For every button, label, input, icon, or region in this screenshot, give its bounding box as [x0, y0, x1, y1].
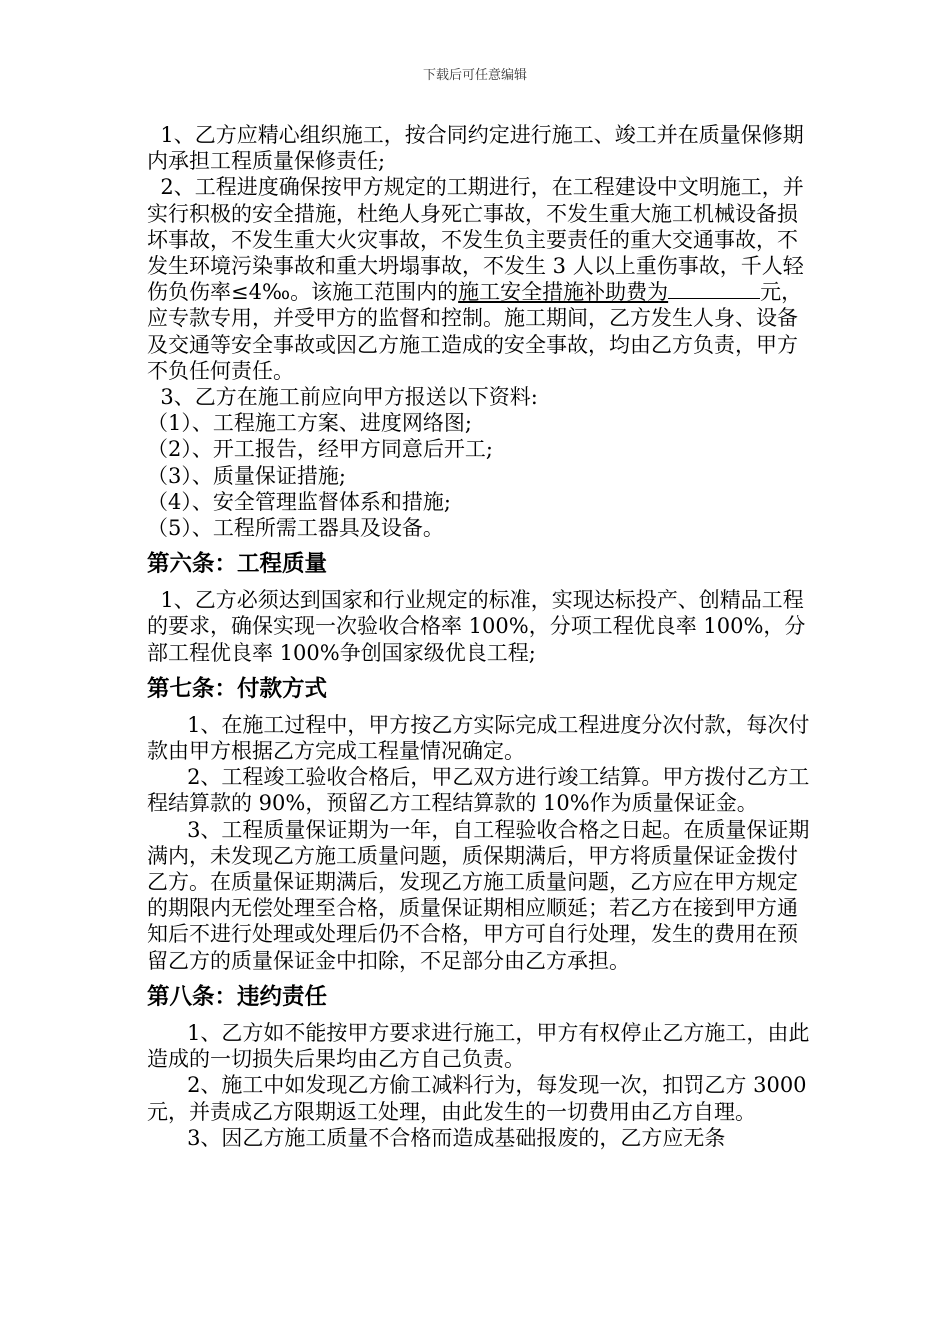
clause-5-item-2 — [147, 174, 817, 384]
clause-7-item-2: 2、工程竣工验收合格后，甲乙双方进行竣工结算。甲方拨付乙方工程结算款的 90%，预留乙方工程结算款的 10%作为质量保证金。 — [147, 765, 810, 816]
clause-8-item-1: 1、乙方如不能按甲方要求进行施工，甲方有权停止乙方施工，由此造成的一切损失后果均由乙方自己负责。 — [147, 1020, 810, 1072]
clause-8-item-2: 2、施工中如发现乙方偷工减料行为，每发现一次，扣罚乙方 3000 元，并责成乙方限期返工处理，由此发生的一切费用由乙方自理。 — [147, 1073, 814, 1124]
list-item: （5）、工程所需工器具及设备。 — [147, 516, 444, 541]
subsidy-amount-blank — [668, 280, 760, 299]
section-heading-6: 第六条：工程质量 — [147, 551, 328, 578]
safety-subsidy-label: 施工安全措施补助费为 — [458, 280, 669, 305]
clause-6-item-1: 1、乙方必须达到国家和行业规定的标准，实现达标投产、创精品工程的要求，确保实现一次验收合格率 100%，分项工程优良率 100%，分部工程优良率 100%争创国家级优良工程; — [147, 588, 806, 665]
clause-7-item-3: 3、工程质量保证期为一年，自工程验收合格之日起。在质量保证期满内，未发现乙方施工质量问题，质保期满后，甲方将质量保证金拨付乙方。在质量保证期满后，发现乙方施工质量问题，乙方应在甲方规定的期限内无偿处理至合格，质量保证期相应顺延；若乙方在接到甲方通知后不进行处理或处理后仍不合格，甲方可自行处理，发生的费用在预留乙方的质量保证金中扣除，不足部分由乙方承担。 — [147, 817, 810, 973]
clause-8-item-3: 3、因乙方施工质量不合格而造成基础报废的，乙方应无条 — [147, 1125, 726, 1150]
list-item: （4）、安全管理监督体系和措施; — [147, 489, 451, 514]
document-body — [147, 122, 817, 1151]
section-heading-8: 第八条：违约责任 — [147, 983, 328, 1010]
section-heading-7: 第七条：付款方式 — [147, 675, 328, 702]
list-item: （3）、质量保证措施; — [147, 463, 346, 488]
clause-7-item-1: 1、在施工过程中，甲方按乙方实际完成工程进度分次付款，每次付款由甲方根据乙方完成工程量情况确定。 — [147, 712, 810, 764]
clause-5-item-1: 1、乙方应精心组织施工，按合同约定进行施工、竣工并在质量保修期内承担工程质量保修责任; — [147, 123, 804, 174]
list-item: （2）、开工报告，经甲方同意后开工; — [147, 437, 493, 462]
list-item: （1）、工程施工方案、进度网络图; — [147, 411, 472, 436]
clause-5-item-3: 3、乙方在施工前应向甲方报送以下资料: — [147, 385, 538, 410]
clause-5-item-2-text-a: 2、工程进度确保按甲方规定的工期进行，在工程建设中文明施工，并实行积极的安全措施，杜绝人身死亡事故，不发生重大施工机械设备损坏事故，不发生重大火灾事故，不发生负主要责任的重大交通事故，不发生环境污染事故和重大坍塌事故，不发生 3 人以上重伤事故，千人轻伤负伤率≤4‰。该施工范围内的 — [147, 175, 804, 305]
header-note: 下载后可任意编辑 — [422, 68, 527, 83]
clause-5-item-2-text-b: 元，应专款专用，并受甲方的监督和控制。施工期间，乙方发生人身、设备及交通等安全事故或因乙方施工造成的安全事故，均由乙方负责，甲方不负任何责任。 — [147, 280, 803, 383]
